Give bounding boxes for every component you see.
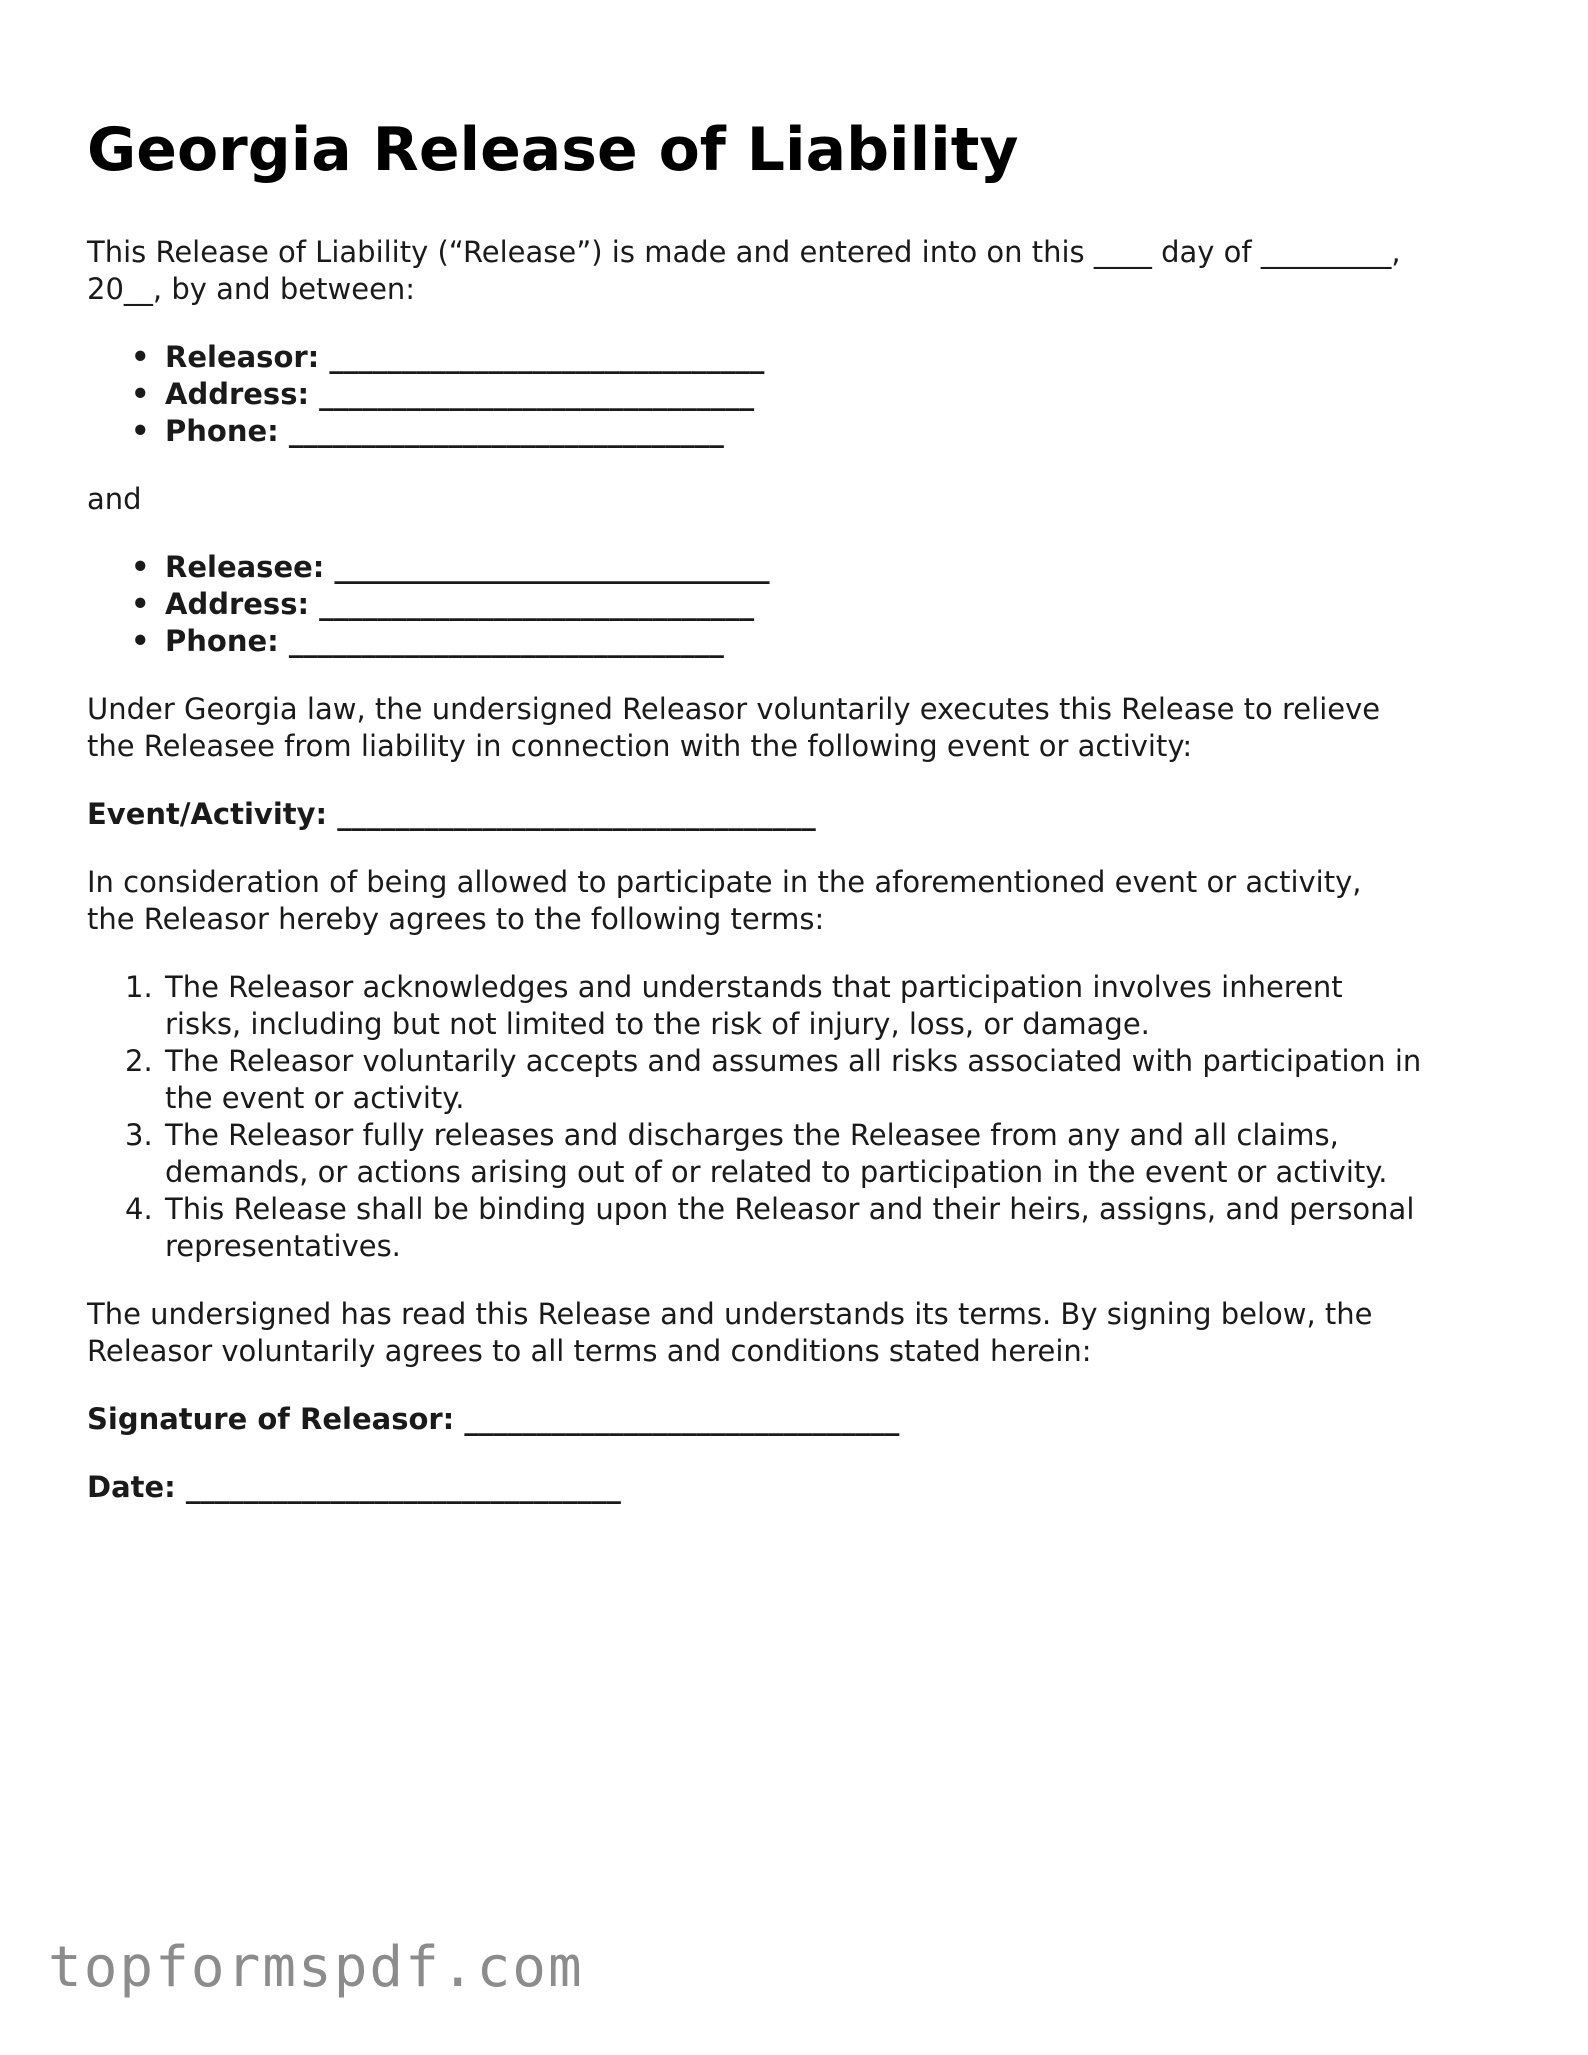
term-item bbox=[125, 1043, 1507, 1117]
releasee-name-blank[interactable]: ______________________________ bbox=[334, 550, 770, 584]
event-activity-field[interactable] bbox=[87, 796, 1507, 833]
field-label: Releasee: bbox=[165, 550, 325, 584]
field-label: Phone: bbox=[165, 624, 279, 658]
term-line-2: the event or activity. bbox=[165, 1081, 465, 1115]
field-label: Releasor: bbox=[165, 340, 320, 374]
bullet-icon: • bbox=[131, 414, 150, 448]
consideration-paragraph bbox=[87, 864, 1507, 938]
term-line-1: The Releasor voluntarily accepts and assumes all risks associated with participation in bbox=[165, 1044, 1422, 1078]
releasee-phone-blank[interactable]: ______________________________ bbox=[288, 624, 724, 658]
releasor-address-field[interactable] bbox=[131, 376, 1507, 413]
field-label: Phone: bbox=[165, 414, 279, 448]
term-item bbox=[125, 1117, 1507, 1191]
date-field[interactable] bbox=[87, 1469, 1507, 1506]
acknowledgment-line-1: The undersigned has read this Release and understands its terms. By signing below, the bbox=[87, 1297, 1373, 1331]
signature-blank[interactable]: ______________________________ bbox=[464, 1402, 900, 1436]
event-activity-label: Event/Activity: bbox=[87, 797, 328, 831]
law-line-2: the Releasee from liability in connection with the following event or activity: bbox=[87, 729, 1193, 763]
bullet-icon: • bbox=[131, 587, 150, 621]
releasor-name-blank[interactable]: ______________________________ bbox=[329, 340, 765, 374]
term-item bbox=[125, 969, 1507, 1043]
event-activity-blank[interactable]: _________________________________ bbox=[337, 797, 816, 831]
document-title: Georgia Release of Liability bbox=[87, 115, 1019, 185]
bullet-icon: • bbox=[131, 624, 150, 658]
and-text: and bbox=[87, 482, 142, 516]
term-number: 1. bbox=[125, 970, 153, 1004]
intro-line-2: 20__, by and between: bbox=[87, 272, 416, 306]
term-item bbox=[125, 1191, 1507, 1265]
field-label: Address: bbox=[165, 587, 310, 621]
releasee-address-field[interactable] bbox=[131, 586, 1507, 623]
field-label: Address: bbox=[165, 377, 310, 411]
term-line-2: risks, including but not limited to the risk of injury, loss, or damage. bbox=[165, 1007, 1150, 1041]
document-page bbox=[87, 108, 1507, 1537]
bullet-icon: • bbox=[131, 377, 150, 411]
watermark: topformspdf.com bbox=[48, 1935, 584, 2000]
term-line-2: demands, or actions arising out of or related to participation in the event or activity. bbox=[165, 1155, 1388, 1189]
intro-paragraph bbox=[87, 234, 1507, 308]
date-label: Date: bbox=[87, 1470, 176, 1504]
releasor-address-blank[interactable]: ______________________________ bbox=[319, 377, 755, 411]
releasee-address-blank[interactable]: ______________________________ bbox=[319, 587, 755, 621]
releasor-phone-field[interactable] bbox=[131, 413, 1507, 450]
bullet-icon: • bbox=[131, 550, 150, 584]
term-number: 2. bbox=[125, 1044, 153, 1078]
signature-field[interactable] bbox=[87, 1401, 1507, 1438]
releasor-phone-blank[interactable]: ______________________________ bbox=[288, 414, 724, 448]
consideration-line-1: In consideration of being allowed to participate in the aforementioned event or activity, bbox=[87, 865, 1362, 899]
intro-line-1: This Release of Liability (“Release”) is made and entered into on this ____ day of _________, bbox=[87, 235, 1401, 269]
date-blank[interactable]: ______________________________ bbox=[185, 1470, 621, 1504]
signature-label: Signature of Releasor: bbox=[87, 1402, 455, 1436]
releasor-name-field[interactable] bbox=[131, 339, 1507, 376]
term-number: 4. bbox=[125, 1192, 153, 1226]
term-number: 3. bbox=[125, 1118, 153, 1152]
consideration-line-2: the Releasor hereby agrees to the following terms: bbox=[87, 902, 825, 936]
bullet-icon: • bbox=[131, 340, 150, 374]
releasor-fields bbox=[87, 339, 1507, 450]
releasee-phone-field[interactable] bbox=[131, 623, 1507, 660]
releasee-fields bbox=[87, 549, 1507, 660]
acknowledgment-paragraph bbox=[87, 1296, 1507, 1370]
law-paragraph bbox=[87, 691, 1507, 765]
term-line-1: The Releasor fully releases and discharges the Releasee from any and all claims, bbox=[165, 1118, 1339, 1152]
law-line-1: Under Georgia law, the undersigned Releasor voluntarily executes this Release to relieve bbox=[87, 692, 1381, 726]
term-line-2: representatives. bbox=[165, 1229, 401, 1263]
acknowledgment-line-2: Releasor voluntarily agrees to all terms and conditions stated herein: bbox=[87, 1334, 1092, 1368]
terms-list bbox=[87, 969, 1507, 1265]
term-line-1: This Release shall be binding upon the Releasor and their heirs, assigns, and personal bbox=[165, 1192, 1415, 1226]
term-line-1: The Releasor acknowledges and understands that participation involves inherent bbox=[165, 970, 1343, 1004]
releasee-name-field[interactable] bbox=[131, 549, 1507, 586]
